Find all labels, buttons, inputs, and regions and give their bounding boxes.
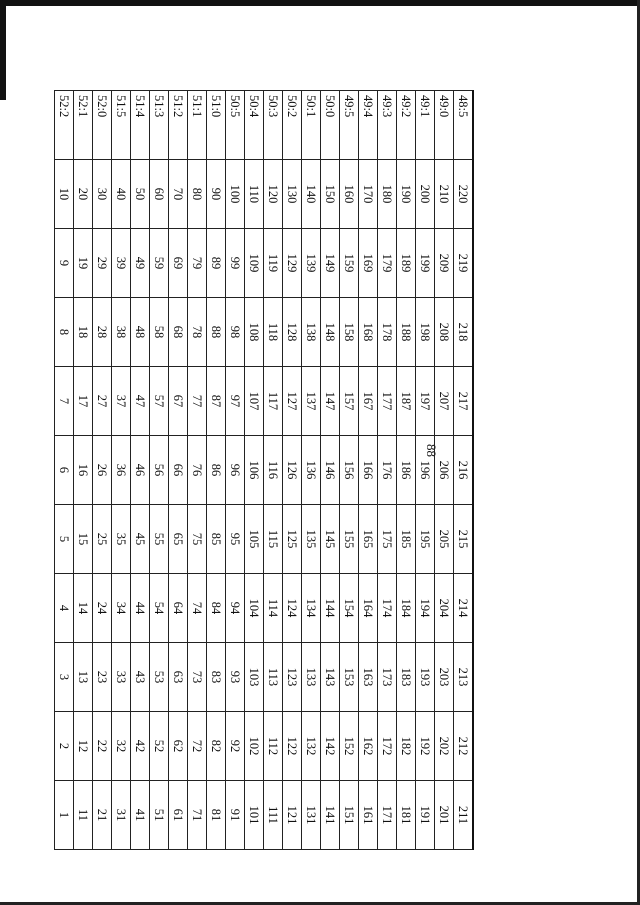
table-cell: 1 [55, 781, 74, 850]
table-cell: 204 [435, 574, 454, 643]
table-cell: 14 [74, 574, 93, 643]
table-cell: 105 [245, 505, 264, 574]
table-cell: 220 [454, 160, 474, 229]
table-cell: 159 [340, 229, 359, 298]
row-label-cell: 49:0 [435, 91, 454, 160]
table-cell: 198 [416, 298, 435, 367]
table-cell: 166 [359, 436, 378, 505]
table-cell: 108 [245, 298, 264, 367]
table-cell: 163 [359, 643, 378, 712]
table-cell: 174 [378, 574, 397, 643]
row-label-cell: 49:4 [359, 91, 378, 160]
table-cell: 58 [150, 298, 169, 367]
table-cell: 5 [55, 505, 74, 574]
table-cell: 60 [150, 160, 169, 229]
table-cell: 102 [245, 712, 264, 781]
table-cell: 103 [245, 643, 264, 712]
table-cell: 17 [74, 367, 93, 436]
table-cell: 11 [74, 781, 93, 850]
table-cell: 110 [245, 160, 264, 229]
table-cell: 202 [435, 712, 454, 781]
table-cell: 145 [321, 505, 340, 574]
table-row [302, 91, 321, 850]
table-cell: 84 [207, 574, 226, 643]
table-cell: 21 [93, 781, 112, 850]
table-row [55, 91, 74, 850]
table-cell: 55 [150, 505, 169, 574]
table-cell: 178 [378, 298, 397, 367]
table-cell: 218 [454, 298, 474, 367]
table-cell: 98 [226, 298, 245, 367]
table-cell: 144 [321, 574, 340, 643]
scan-edge-left [0, 0, 6, 100]
table-cell: 180 [378, 160, 397, 229]
table-cell: 19 [74, 229, 93, 298]
table-cell: 217 [454, 367, 474, 436]
table-cell: 113 [264, 643, 283, 712]
table-cell: 104 [245, 574, 264, 643]
table-cell: 117 [264, 367, 283, 436]
row-label-cell: 51:3 [150, 91, 169, 160]
table-cell: 121 [283, 781, 302, 850]
table-cell: 216 [454, 436, 474, 505]
table-cell: 45 [131, 505, 150, 574]
table-cell: 28 [93, 298, 112, 367]
table-cell: 210 [435, 160, 454, 229]
table-cell: 41 [131, 781, 150, 850]
table-cell: 109 [245, 229, 264, 298]
table-cell: 142 [321, 712, 340, 781]
table-cell: 4 [55, 574, 74, 643]
table-cell: 153 [340, 643, 359, 712]
table-cell: 88 [207, 298, 226, 367]
table-cell: 131 [302, 781, 321, 850]
table-cell: 168 [359, 298, 378, 367]
table-cell: 8 [55, 298, 74, 367]
row-label-cell: 48:5 [454, 91, 474, 160]
table-cell: 149 [321, 229, 340, 298]
table-cell: 169 [359, 229, 378, 298]
table-cell: 195 [416, 505, 435, 574]
table-cell: 47 [131, 367, 150, 436]
table-cell: 151 [340, 781, 359, 850]
table-cell: 35 [112, 505, 131, 574]
table-cell: 7 [55, 367, 74, 436]
table-cell: 139 [302, 229, 321, 298]
table-cell: 78 [188, 298, 207, 367]
table-cell: 29 [93, 229, 112, 298]
table-cell: 206 [435, 436, 454, 505]
table-cell: 194 [416, 574, 435, 643]
table-cell: 70 [169, 160, 188, 229]
data-table-rotated [57, 90, 474, 850]
table-cell: 130 [283, 160, 302, 229]
table-cell: 114 [264, 574, 283, 643]
table-row [226, 91, 245, 850]
table-cell: 2 [55, 712, 74, 781]
table-row [131, 91, 150, 850]
table-cell: 112 [264, 712, 283, 781]
table-cell: 73 [188, 643, 207, 712]
table-cell: 183 [397, 643, 416, 712]
table-cell: 127 [283, 367, 302, 436]
table-cell: 164 [359, 574, 378, 643]
table-cell: 101 [245, 781, 264, 850]
table-cell: 64 [169, 574, 188, 643]
table-cell: 152 [340, 712, 359, 781]
table-cell: 186 [397, 436, 416, 505]
table-cell: 71 [188, 781, 207, 850]
data-table [54, 90, 474, 850]
table-cell: 20 [74, 160, 93, 229]
table-cell: 32 [112, 712, 131, 781]
table-cell: 189 [397, 229, 416, 298]
table-cell: 95 [226, 505, 245, 574]
table-cell: 50 [131, 160, 150, 229]
row-label-cell: 51:5 [112, 91, 131, 160]
table-row [435, 91, 454, 850]
table-cell: 99 [226, 229, 245, 298]
table-cell: 52 [150, 712, 169, 781]
table-cell: 68 [169, 298, 188, 367]
table-cell: 146 [321, 436, 340, 505]
row-label-cell: 49:3 [378, 91, 397, 160]
table-cell: 116 [264, 436, 283, 505]
table-row [169, 91, 188, 850]
table-cell: 171 [378, 781, 397, 850]
table-cell: 86 [207, 436, 226, 505]
table-cell: 27 [93, 367, 112, 436]
table-cell: 59 [150, 229, 169, 298]
table-cell: 190 [397, 160, 416, 229]
table-cell: 122 [283, 712, 302, 781]
table-cell: 57 [150, 367, 169, 436]
table-row [245, 91, 264, 850]
page-number: 88 [424, 444, 439, 457]
table-cell: 208 [435, 298, 454, 367]
table-cell: 62 [169, 712, 188, 781]
table-cell: 94 [226, 574, 245, 643]
row-label-cell: 50:0 [321, 91, 340, 160]
table-cell: 118 [264, 298, 283, 367]
table-cell: 75 [188, 505, 207, 574]
table-cell: 93 [226, 643, 245, 712]
table-cell: 9 [55, 229, 74, 298]
table-cell: 30 [93, 160, 112, 229]
table-cell: 67 [169, 367, 188, 436]
table-cell: 128 [283, 298, 302, 367]
table-cell: 157 [340, 367, 359, 436]
table-row [378, 91, 397, 850]
table-cell: 26 [93, 436, 112, 505]
table-cell: 115 [264, 505, 283, 574]
table-cell: 200 [416, 160, 435, 229]
table-cell: 135 [302, 505, 321, 574]
table-cell: 201 [435, 781, 454, 850]
table-cell: 97 [226, 367, 245, 436]
table-cell: 134 [302, 574, 321, 643]
table-row [93, 91, 112, 850]
table-cell: 148 [321, 298, 340, 367]
table-cell: 69 [169, 229, 188, 298]
table-cell: 63 [169, 643, 188, 712]
table-cell: 193 [416, 643, 435, 712]
table-cell: 107 [245, 367, 264, 436]
table-cell: 74 [188, 574, 207, 643]
table-cell: 123 [283, 643, 302, 712]
data-table-frame [57, 90, 474, 850]
row-label-cell: 49:2 [397, 91, 416, 160]
table-cell: 126 [283, 436, 302, 505]
row-label-cell: 51:0 [207, 91, 226, 160]
table-cell: 133 [302, 643, 321, 712]
table-cell: 38 [112, 298, 131, 367]
table-cell: 65 [169, 505, 188, 574]
row-label-cell: 52:1 [74, 91, 93, 160]
table-cell: 119 [264, 229, 283, 298]
table-cell: 212 [454, 712, 474, 781]
table-cell: 150 [321, 160, 340, 229]
table-cell: 13 [74, 643, 93, 712]
table-row [416, 91, 435, 850]
row-label-cell: 51:2 [169, 91, 188, 160]
table-cell: 173 [378, 643, 397, 712]
table-cell: 219 [454, 229, 474, 298]
table-cell: 61 [169, 781, 188, 850]
table-row [188, 91, 207, 850]
table-row [359, 91, 378, 850]
table-cell: 85 [207, 505, 226, 574]
table-cell: 39 [112, 229, 131, 298]
table-cell: 82 [207, 712, 226, 781]
table-cell: 215 [454, 505, 474, 574]
table-cell: 87 [207, 367, 226, 436]
table-cell: 81 [207, 781, 226, 850]
table-row [397, 91, 416, 850]
table-cell: 191 [416, 781, 435, 850]
table-row [321, 91, 340, 850]
table-cell: 6 [55, 436, 74, 505]
row-label-cell: 50:5 [226, 91, 245, 160]
table-cell: 16 [74, 436, 93, 505]
table-cell: 129 [283, 229, 302, 298]
table-cell: 138 [302, 298, 321, 367]
table-cell: 162 [359, 712, 378, 781]
table-cell: 46 [131, 436, 150, 505]
table-cell: 136 [302, 436, 321, 505]
table-cell: 175 [378, 505, 397, 574]
table-cell: 158 [340, 298, 359, 367]
table-cell: 25 [93, 505, 112, 574]
table-cell: 207 [435, 367, 454, 436]
table-cell: 147 [321, 367, 340, 436]
table-cell: 132 [302, 712, 321, 781]
table-cell: 160 [340, 160, 359, 229]
row-label-cell: 49:1 [416, 91, 435, 160]
table-cell: 31 [112, 781, 131, 850]
table-cell: 196 [416, 436, 435, 505]
scan-edge-top [0, 0, 640, 6]
table-cell: 92 [226, 712, 245, 781]
table-cell: 83 [207, 643, 226, 712]
table-cell: 209 [435, 229, 454, 298]
table-cell: 205 [435, 505, 454, 574]
table-cell: 111 [264, 781, 283, 850]
table-cell: 143 [321, 643, 340, 712]
table-cell: 56 [150, 436, 169, 505]
data-table-body [55, 91, 474, 850]
table-cell: 51 [150, 781, 169, 850]
table-cell: 100 [226, 160, 245, 229]
table-row [150, 91, 169, 850]
row-label-cell: 51:1 [188, 91, 207, 160]
table-cell: 34 [112, 574, 131, 643]
table-cell: 3 [55, 643, 74, 712]
table-cell: 140 [302, 160, 321, 229]
table-cell: 176 [378, 436, 397, 505]
table-cell: 182 [397, 712, 416, 781]
table-cell: 48 [131, 298, 150, 367]
row-label-cell: 50:3 [264, 91, 283, 160]
table-row [264, 91, 283, 850]
table-cell: 172 [378, 712, 397, 781]
table-cell: 192 [416, 712, 435, 781]
table-cell: 15 [74, 505, 93, 574]
table-cell: 40 [112, 160, 131, 229]
table-cell: 77 [188, 367, 207, 436]
table-cell: 24 [93, 574, 112, 643]
table-row [283, 91, 302, 850]
row-label-cell: 51:4 [131, 91, 150, 160]
table-cell: 170 [359, 160, 378, 229]
table-cell: 43 [131, 643, 150, 712]
row-label-cell: 49:5 [340, 91, 359, 160]
table-cell: 165 [359, 505, 378, 574]
table-cell: 214 [454, 574, 474, 643]
table-cell: 54 [150, 574, 169, 643]
table-cell: 12 [74, 712, 93, 781]
table-cell: 179 [378, 229, 397, 298]
table-cell: 18 [74, 298, 93, 367]
table-cell: 37 [112, 367, 131, 436]
table-row [74, 91, 93, 850]
table-cell: 80 [188, 160, 207, 229]
table-cell: 44 [131, 574, 150, 643]
table-cell: 203 [435, 643, 454, 712]
row-label-cell: 52:0 [93, 91, 112, 160]
table-cell: 89 [207, 229, 226, 298]
table-cell: 211 [454, 781, 474, 850]
table-cell: 161 [359, 781, 378, 850]
table-cell: 79 [188, 229, 207, 298]
table-cell: 72 [188, 712, 207, 781]
table-cell: 66 [169, 436, 188, 505]
table-cell: 197 [416, 367, 435, 436]
table-cell: 177 [378, 367, 397, 436]
table-cell: 124 [283, 574, 302, 643]
table-cell: 90 [207, 160, 226, 229]
row-label-cell: 50:1 [302, 91, 321, 160]
table-cell: 199 [416, 229, 435, 298]
table-cell: 33 [112, 643, 131, 712]
table-cell: 106 [245, 436, 264, 505]
table-cell: 42 [131, 712, 150, 781]
table-cell: 181 [397, 781, 416, 850]
row-label-cell: 50:4 [245, 91, 264, 160]
table-cell: 141 [321, 781, 340, 850]
table-row [454, 91, 474, 850]
table-cell: 184 [397, 574, 416, 643]
table-row [207, 91, 226, 850]
table-cell: 10 [55, 160, 74, 229]
table-cell: 91 [226, 781, 245, 850]
row-label-cell: 50:2 [283, 91, 302, 160]
table-cell: 22 [93, 712, 112, 781]
table-row [340, 91, 359, 850]
table-cell: 185 [397, 505, 416, 574]
table-cell: 125 [283, 505, 302, 574]
table-cell: 154 [340, 574, 359, 643]
table-cell: 155 [340, 505, 359, 574]
row-label-cell: 52:2 [55, 91, 74, 160]
table-cell: 167 [359, 367, 378, 436]
table-row [112, 91, 131, 850]
table-cell: 188 [397, 298, 416, 367]
table-cell: 120 [264, 160, 283, 229]
table-cell: 23 [93, 643, 112, 712]
table-cell: 76 [188, 436, 207, 505]
table-cell: 213 [454, 643, 474, 712]
table-cell: 53 [150, 643, 169, 712]
table-cell: 137 [302, 367, 321, 436]
table-cell: 36 [112, 436, 131, 505]
table-cell: 49 [131, 229, 150, 298]
table-cell: 187 [397, 367, 416, 436]
table-cell: 156 [340, 436, 359, 505]
table-cell: 96 [226, 436, 245, 505]
